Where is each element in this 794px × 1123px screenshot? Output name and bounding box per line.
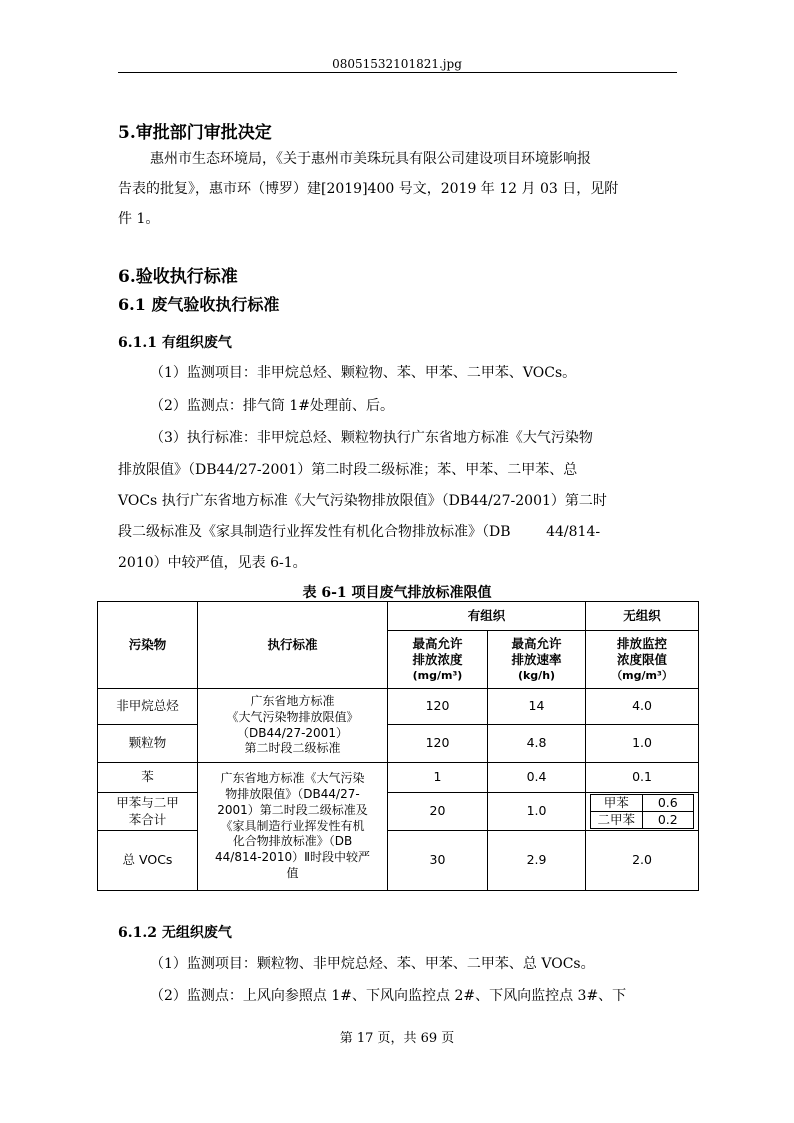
- table-caption: 表 6-1 项目废气排放标准限值: [302, 585, 492, 601]
- s612-p2: （2）监测点：上风向参照点 1#、下风向监控点 2#、下风向监控点 3#、下: [150, 988, 627, 1004]
- th-standard: 执行标准: [198, 602, 388, 689]
- page-header-filename: 08051532101821.jpg: [332, 57, 462, 71]
- std1-l1: 广东省地方标准: [250, 693, 335, 708]
- row-vocs-limit: 2.0: [586, 831, 699, 891]
- th-max-conc-unit: (mg/m³): [412, 668, 463, 682]
- row-tx-conc: 20: [388, 793, 488, 831]
- th-max-rate: [488, 631, 586, 689]
- table-row: [98, 725, 699, 763]
- th-max-conc-l2: 排放浓度: [412, 652, 463, 668]
- th-monitor-limit-unit: （mg/m³）: [611, 668, 673, 682]
- th-monitor-limit: [586, 631, 699, 689]
- table-row: [98, 831, 699, 891]
- row-nmhc-rate: 14: [488, 689, 586, 725]
- std1-l3: （DB44/27-2001）: [237, 725, 348, 740]
- row-pm-conc: 120: [388, 725, 488, 763]
- header-rule: [118, 72, 677, 73]
- row-pm-name: 颗粒物: [98, 725, 198, 763]
- table-row: [98, 763, 699, 793]
- th-max-conc-l1: 最高允许: [412, 636, 463, 652]
- std2-l6: 44/814-2010）Ⅱ时段中较严: [215, 850, 370, 865]
- row-vocs-conc: 30: [388, 831, 488, 891]
- std1-l2: 《大气污染物排放限值》: [226, 709, 359, 724]
- th-organized: 有组织: [388, 602, 586, 631]
- section-6-1-1-title: 6.1.1 有组织废气: [118, 335, 232, 351]
- s611-p1: （1）监测项目：非甲烷总烃、颗粒物、苯、甲苯、二甲苯、VOCs。: [150, 365, 577, 381]
- row-nmhc-limit: 4.0: [586, 689, 699, 725]
- section-6-1-title: 6.1 废气验收执行标准: [118, 295, 280, 314]
- s611-p3-line-2: 排放限值》（DB44/27-2001）第二时段二级标准；苯、甲苯、二甲苯、总: [118, 462, 578, 478]
- sub-xylene-value: 0.2: [642, 812, 694, 829]
- th-max-conc: [388, 631, 488, 689]
- row-vocs-rate: 2.9: [488, 831, 586, 891]
- s611-p3-line-5: 2010）中较严值，见表 6-1。: [118, 555, 307, 571]
- std2-l2: 物排放限值》（DB44/27-: [225, 786, 360, 801]
- row-tx-name-l1: 甲苯与二甲: [116, 795, 179, 811]
- row-benzene-name: 苯: [98, 763, 198, 793]
- row-tx-rate: 1.0: [488, 793, 586, 831]
- row-benzene-limit: 0.1: [586, 763, 699, 793]
- section-6-title: 6.验收执行标准: [118, 267, 238, 287]
- sub-toluene-value: 0.6: [642, 794, 694, 811]
- th-pollutant: 污染物: [98, 602, 198, 689]
- emission-limits-table: [97, 601, 699, 891]
- row-benzene-rate: 0.4: [488, 763, 586, 793]
- std2-l4: 《家具制造行业挥发性有机: [220, 818, 365, 833]
- s612-p1: （1）监测项目：颗粒物、非甲烷总烃、苯、甲苯、二甲苯、总 VOCs。: [150, 956, 595, 972]
- std2-l1: 广东省地方标准《大气污染: [220, 771, 365, 786]
- s5-line-2: 告表的批复》，惠市环（博罗）建[2019]400 号文，2019 年 12 月 03 日，见附: [118, 181, 619, 197]
- s611-p3-line-1: （3）执行标准：非甲烷总烃、颗粒物执行广东省地方标准《大气污染物: [150, 430, 593, 446]
- row-nmhc-conc: 120: [388, 689, 488, 725]
- row-pm-limit: 1.0: [586, 725, 699, 763]
- th-monitor-limit-l1: 排放监控: [617, 636, 668, 652]
- row-pm-rate: 4.8: [488, 725, 586, 763]
- standard-group-1: [198, 689, 388, 763]
- th-unorganized: 无组织: [586, 602, 699, 631]
- row-nmhc-name: 非甲烷总烃: [98, 689, 198, 725]
- sub-toluene-name: 甲苯: [591, 794, 643, 811]
- std2-l3: 2001）第二时段二级标准及: [217, 802, 368, 817]
- std2-l7: 值: [286, 866, 299, 881]
- sub-xylene-name: 二甲苯: [591, 812, 643, 829]
- s611-p3-line-4: 段二级标准及《家具制造行业挥发性有机化合物排放标准》（DB 44/814-: [118, 524, 601, 540]
- th-max-rate-l2: 排放速率: [511, 652, 562, 668]
- std1-l4: 第二时段二级标准: [244, 741, 341, 756]
- th-max-rate-unit: (kg/h): [517, 668, 556, 682]
- s611-p3-line-3: VOCs 执行广东省地方标准《大气污染物排放限值》（DB44/27-2001）第二时: [118, 493, 607, 509]
- row-tx-name-l2: 苯合计: [128, 811, 167, 827]
- row-benzene-conc: 1: [388, 763, 488, 793]
- section-6-1-2-title: 6.1.2 无组织废气: [118, 925, 232, 941]
- th-monitor-limit-l2: 浓度限值: [617, 652, 668, 668]
- table-row: [98, 689, 699, 725]
- s5-line-1: 惠州市生态环境局，《关于惠州市美珠玩具有限公司建设项目环境影响报: [150, 151, 591, 167]
- page-footer: 第 17 页，共 69 页: [339, 1031, 455, 1046]
- row-tx-limit-cell: [586, 793, 699, 831]
- s5-line-3: 件 1。: [118, 211, 160, 227]
- tx-limit-subtable: [590, 794, 694, 830]
- section-5-title: 5.审批部门审批决定: [118, 123, 272, 143]
- row-toluene-xylene-name: [98, 793, 198, 831]
- table-row: [98, 793, 699, 831]
- row-vocs-name: 总 VOCs: [98, 831, 198, 891]
- th-max-rate-l1: 最高允许: [511, 636, 562, 652]
- s611-p2: （2）监测点：排气筒 1#处理前、后。: [150, 398, 394, 414]
- std2-l5: 化合物排放标准》（DB: [232, 834, 353, 849]
- standard-group-2: [198, 763, 388, 891]
